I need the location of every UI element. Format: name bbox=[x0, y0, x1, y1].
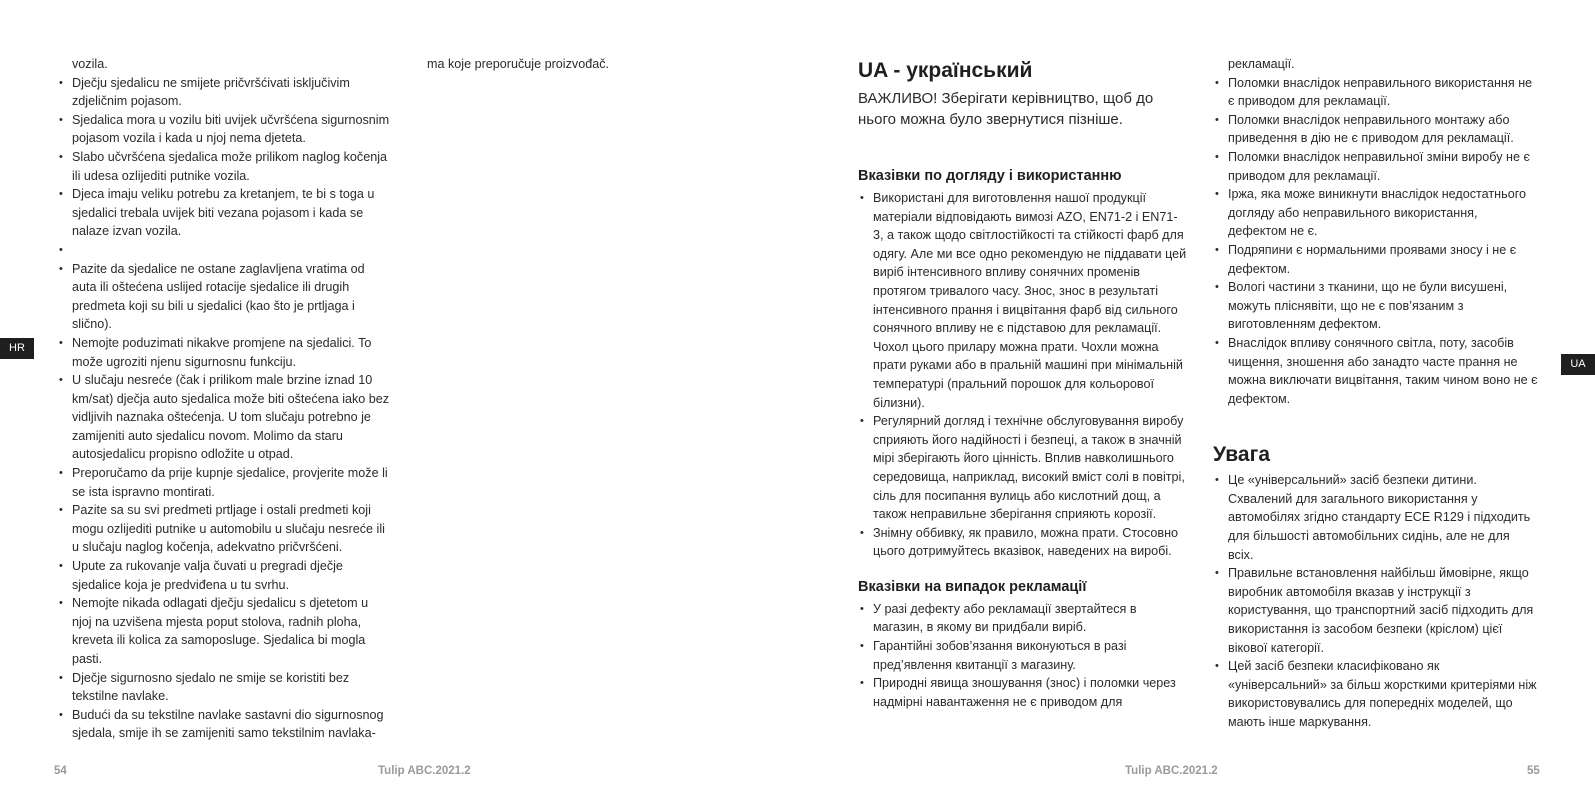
hr-continued-text: ma koje preporučuje proizvođač. bbox=[427, 57, 610, 71]
list-item: • Поломки внаслідок неправильної зміни виробу не є приводом для рекламації. bbox=[1213, 148, 1538, 185]
claim-continued-text: рекламації. bbox=[1228, 57, 1295, 71]
page-number-right: 55 bbox=[1527, 765, 1540, 777]
list-item: • Nemojte poduzimati nikakve promjene na sjedalici. To može ugroziti njenu sigurnosnu funkciju. bbox=[57, 334, 390, 371]
list-item: • Поломки внаслідок неправильного монтажу або приведення в дію не є приводом для рекламації. bbox=[1213, 111, 1538, 148]
important-notice: ВАЖЛИВО! Зберігати керівництво, щоб до нього можна було звернутися пізніше. bbox=[858, 90, 1154, 128]
model-name-left: Tulip ABC.2021.2 bbox=[378, 765, 471, 777]
care-heading: Вказівки по догляду і використанню bbox=[858, 168, 1122, 184]
claim-list bbox=[858, 600, 1188, 712]
list-item: • Внаслідок впливу сонячного світла, поту, засобів чищення, зношення або занадто часте прання не можна виключати вицвітання, таким чином воно не є дефектом. bbox=[1213, 334, 1538, 408]
hr-column-1 bbox=[57, 55, 390, 743]
list-item: • Правильне встановлення найбільш ймовірне, якщо виробник автомобіля вказав у інструкції з користування, що транспортний засіб підходить для використання із засобом безпеки (кріслом) цієї вікової категорії. bbox=[1213, 564, 1538, 657]
ua-column-2 bbox=[1213, 55, 1538, 732]
list-item: • Регулярний догляд і технічне обслуговування виробу сприяють його надійності і безпеці, а також в значній мірі зберігають його цінність. Вплив навколишнього середовища, наприклад, високий вміст солі в повітрі, сіль для посипання вулиць або кислотний дощ, а також неправильне зберігання сприяють корозії. bbox=[858, 412, 1188, 524]
list-item: • Slabo učvršćena sjedalica može prilikom naglog kočenja ili udesa ozlijediti putnike vozila. bbox=[57, 148, 390, 185]
claim-heading: Вказівки на випадок рекламації bbox=[858, 578, 1087, 595]
right-page bbox=[798, 0, 1595, 810]
list-item: • Цей засіб безпеки класифіковано як «універсальний» за більш жорсткими критеріями ніж використовувались для попередніх моделей, що мають інше маркування. bbox=[1213, 657, 1538, 731]
list-item: • Подряпини є нормальними проявами зносу і не є дефектом. bbox=[1213, 241, 1538, 278]
list-item: • Використані для виготовлення нашої продукції матеріали відповідають вимозі AZO, EN71-2 і EN71-3, а також щодо світлостійкості та стійкості фарб для одягу. Але ми все одно рекомендую не піддавати цей виріб інтенсивного впливу сонячних променів протягом тривалого часу. Знос, знос в результаті інтенсивного прання і вицвітання фарб від сильного сонячного впливу не є підставою для рекламації. Чохол цього прилару можна прати. Чохли можна прати руками або в пральній машині при мінімальній температурі (пральний порошок для кольорової білизни). bbox=[858, 189, 1188, 412]
list-item: • Природні явища зношування (знос) і поломки через надмірні навантаження не є приводом для bbox=[858, 674, 1188, 711]
list-item: • Djeca imaju veliku potrebu za kretanjem, te bi s toga u sjedalici trebala uvijek biti vezana pojasom i kada se nalaze izvan vozila. bbox=[57, 185, 390, 241]
list-item: • Dječju sjedalicu ne smijete pričvršćivati isključivim zdjeličnim pojasom. bbox=[57, 74, 390, 111]
list-item: • Sjedalica mora u vozilu biti uvijek učvršćena sigurnosnim pojasom vozila i kada u njoj nema djeteta. bbox=[57, 111, 390, 148]
page-number-left: 54 bbox=[54, 765, 67, 777]
ua-column-1 bbox=[858, 58, 1188, 711]
list-item bbox=[57, 241, 390, 260]
hr-lead-text: vozila. bbox=[72, 57, 108, 71]
hr-safety-list bbox=[57, 74, 390, 743]
left-page bbox=[0, 0, 797, 810]
claim-list-continued bbox=[1213, 74, 1538, 409]
list-item: • Dječje sigurnosno sjedalo ne smije se koristiti bez tekstilne navlake. bbox=[57, 669, 390, 706]
list-item: • Upute za rukovanje valja čuvati u pregradi dječje sjedalice koja je predviđena u tu svrhu. bbox=[57, 557, 390, 594]
warning-heading: Увага bbox=[1213, 443, 1271, 467]
list-item: • Знімну оббивку, як правило, можна прати. Стосовно цього дотримуйтесь вказівок, наведених на виробі. bbox=[858, 524, 1188, 561]
list-item: • У разі дефекту або рекламації звертайтеся в магазин, в якому ви придбали виріб. bbox=[858, 600, 1188, 637]
care-list bbox=[858, 189, 1188, 561]
language-tab-ua: UA bbox=[1561, 354, 1595, 375]
hr-column-2 bbox=[427, 55, 747, 74]
list-item: • Nemojte nikada odlagati dječju sjedalicu s djetetom u njoj na uzvišena mjesta poput stolova, radnih ploha, kreveta ili kolica za samoposluge. Sjedalica bi mogla pasti. bbox=[57, 594, 390, 668]
warning-list bbox=[1213, 471, 1538, 731]
list-item: • Preporučamo da prije kupnje sjedalice, provjerite može li se ista ispravno montirati. bbox=[57, 464, 390, 501]
list-item: • Pazite da sjedalice ne ostane zaglavljena vratima od auta ili oštećena uslijed rotacije sjedalice ili drugih predmeta koji su bili u sjedalici (kao što je prtljaga i slično). bbox=[57, 260, 390, 334]
list-item: • Budući da su tekstilne navlake sastavni dio sigurnosnog sjedala, smije ih se zamijeniti samo tekstilnim navlaka- bbox=[57, 706, 390, 743]
list-item: • Це «універсальний» засіб безпеки дитини. Схвалений для загального використання у автомобілях згідно стандарту ECE R129 і підходить для більшості автомобільних сидінь, але не для всіх. bbox=[1213, 471, 1538, 564]
language-heading: UA - український bbox=[858, 59, 1033, 82]
list-item: • U slučaju nesreće (čak i prilikom male brzine iznad 10 km/sat) dječja auto sjedalica može biti oštećena iako bez vidljivih naznaka oštećenja. U tom slučaju potrebno je zamijeniti auto sjedalicu novom. Molimo da staru autosjedalicu propisno odložite u otpad. bbox=[57, 371, 390, 464]
list-item: • Іржа, яка може виникнути внаслідок недостатнього догляду або неправильного використання, дефектом не є. bbox=[1213, 185, 1538, 241]
model-name-right: Tulip ABC.2021.2 bbox=[1125, 765, 1218, 777]
language-tab-hr: HR bbox=[0, 338, 34, 359]
list-item: • Поломки внаслідок неправильного використання не є приводом для рекламації. bbox=[1213, 74, 1538, 111]
list-item: • Pazite sa su svi predmeti prtljage i ostali predmeti koji mogu ozlijediti putnike u automobilu u slučaju nesreće ili u slučaju naglog kočenja, adekvatno pričvršćeni. bbox=[57, 501, 390, 557]
list-item: • Гарантійні зобов’язання виконуються в разі пред’явлення квитанції з магазину. bbox=[858, 637, 1188, 674]
list-item: • Вологі частини з тканини, що не були висушені, можуть пліснявіти, що не є пов’язаним з виготовленням дефектом. bbox=[1213, 278, 1538, 334]
